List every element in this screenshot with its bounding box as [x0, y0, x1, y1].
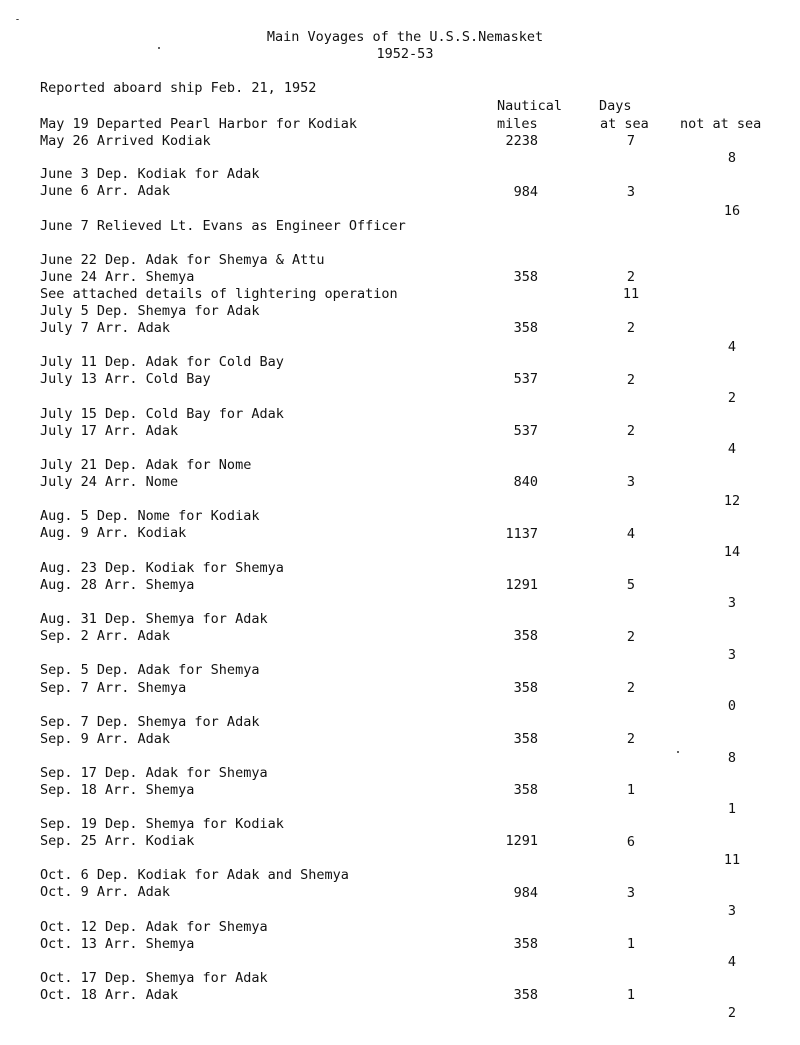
arrival-line: July 24 Arr. Nome [40, 474, 179, 490]
departure-line: Sep. 7 Dep. Shemya for Adak [40, 714, 260, 730]
nautical-miles-value: 358 [513, 731, 538, 747]
days-at-sea-value: 2 [626, 731, 636, 747]
departure-line: Oct. 17 Dep. Shemya for Adak [40, 970, 268, 986]
nautical-miles-value: 358 [513, 936, 538, 952]
arrival-line: June 6 Arr. Adak [40, 183, 171, 199]
days-not-at-sea-value: 3 [727, 903, 737, 919]
nautical-miles-value: 358 [513, 628, 538, 644]
departure-line: July 21 Dep. Adak for Nome [40, 457, 252, 473]
column-header-miles-1: Nautical [497, 98, 563, 114]
arrival-line: Sep. 18 Arr. Shemya [40, 782, 195, 798]
departure-line: July 15 Dep. Cold Bay for Adak [40, 406, 284, 422]
days-at-sea-value: 1 [626, 987, 636, 1003]
column-header-miles-2: miles [497, 116, 538, 132]
nautical-miles-value: 1137 [505, 526, 538, 542]
document-title: Main Voyages of the U.S.S.Nemasket [266, 29, 544, 45]
days-not-at-sea-value: 14 [723, 544, 741, 560]
nautical-miles-value: 1291 [505, 577, 538, 593]
arrival-line: July 17 Arr. Adak [40, 423, 179, 439]
departure-line: Aug. 5 Dep. Nome for Kodiak [40, 508, 260, 524]
nautical-miles-value: 840 [513, 474, 538, 490]
days-not-at-sea-value: 2 [727, 1005, 737, 1021]
nautical-miles-value: 537 [513, 371, 538, 387]
nautical-miles-value: 358 [513, 680, 538, 696]
arrival-line: Sep. 25 Arr. Kodiak [40, 833, 195, 849]
departure-line: June 3 Dep. Kodiak for Adak [40, 166, 260, 182]
days-at-sea-value: 3 [626, 184, 636, 200]
departure-line: Sep. 5 Dep. Adak for Shemya [40, 662, 260, 678]
departure-line: Oct. 12 Dep. Adak for Shemya [40, 919, 268, 935]
nautical-miles-value: 1291 [505, 833, 538, 849]
days-at-sea-value: 7 [626, 133, 636, 149]
nautical-miles-value: 2238 [505, 133, 538, 149]
arrival-line: July 13 Arr. Cold Bay [40, 371, 211, 387]
scan-speck [677, 751, 679, 753]
days-at-sea-value: 4 [626, 526, 636, 542]
arrival-line: Sep. 7 Arr. Shemya [40, 680, 187, 696]
arrival-line: Aug. 9 Arr. Kodiak [40, 525, 187, 541]
days-at-sea-value: 2 [626, 269, 636, 285]
days-not-at-sea-value: 4 [727, 339, 737, 355]
departure-line: June 22 Dep. Adak for Shemya & Attu [40, 252, 325, 268]
column-header-sea-2: at sea [600, 116, 649, 132]
nautical-miles-value: 358 [513, 269, 538, 285]
nautical-miles-value: 358 [513, 782, 538, 798]
arrival-line: May 26 Arrived Kodiak [40, 133, 211, 149]
days-at-sea-value: 2 [626, 423, 636, 439]
scan-speck [16, 19, 19, 20]
nautical-miles-value: 984 [513, 184, 538, 200]
departure-line: Sep. 17 Dep. Adak for Shemya [40, 765, 268, 781]
arrival-line: July 7 Arr. Adak [40, 320, 171, 336]
days-not-at-sea-value: 12 [723, 493, 741, 509]
column-header-not-at-sea: not at sea [680, 116, 762, 132]
days-at-sea-value: 3 [626, 474, 636, 490]
arrival-line: Oct. 13 Arr. Shemya [40, 936, 195, 952]
days-not-at-sea-value: 2 [727, 390, 737, 406]
document-years: 1952-53 [376, 46, 434, 62]
days-at-sea-value: 2 [626, 629, 636, 645]
arrival-line: June 24 Arr. Shemya [40, 269, 195, 285]
arrival-line: Sep. 2 Arr. Adak [40, 628, 171, 644]
departure-line: Sep. 19 Dep. Shemya for Kodiak [40, 816, 284, 832]
departure-line: Aug. 23 Dep. Kodiak for Shemya [40, 560, 284, 576]
days-at-sea-value: 2 [626, 320, 636, 336]
nautical-miles-value: 984 [513, 885, 538, 901]
nautical-miles-value: 358 [513, 320, 538, 336]
days-at-sea-value: 3 [626, 885, 636, 901]
days-not-at-sea-value: 11 [723, 852, 741, 868]
arrival-line: Oct. 18 Arr. Adak [40, 987, 179, 1003]
days-not-at-sea-value: 8 [727, 750, 737, 766]
reported-aboard-line: Reported aboard ship Feb. 21, 1952 [40, 80, 317, 96]
days-at-sea-value: 2 [626, 680, 636, 696]
days-at-sea-value: 1 [626, 936, 636, 952]
departure-line: Aug. 31 Dep. Shemya for Adak [40, 611, 268, 627]
days-not-at-sea-value: 16 [723, 203, 741, 219]
days-not-at-sea-value: 3 [727, 595, 737, 611]
nautical-miles-value: 537 [513, 423, 538, 439]
days-at-sea-value: 5 [626, 577, 636, 593]
log-note: See attached details of lightering operation [40, 286, 398, 302]
days-not-at-sea-value: 1 [727, 801, 737, 817]
nautical-miles-value: 358 [513, 987, 538, 1003]
days-not-at-sea-value: 4 [727, 954, 737, 970]
days-at-sea-value: 2 [626, 372, 636, 388]
days-not-at-sea-value: 8 [727, 150, 737, 166]
arrival-line: Oct. 9 Arr. Adak [40, 884, 171, 900]
column-header-sea-1: Days [599, 98, 632, 114]
departure-line: May 19 Departed Pearl Harbor for Kodiak [40, 116, 357, 132]
departure-line: July 11 Dep. Adak for Cold Bay [40, 354, 284, 370]
days-not-at-sea-value: 4 [727, 441, 737, 457]
departure-line: Oct. 6 Dep. Kodiak for Adak and Shemya [40, 867, 349, 883]
arrival-line: Sep. 9 Arr. Adak [40, 731, 171, 747]
log-note: June 7 Relieved Lt. Evans as Engineer Officer [40, 218, 406, 234]
departure-line: July 5 Dep. Shemya for Adak [40, 303, 260, 319]
days-at-sea-value: 6 [626, 834, 636, 850]
days-at-sea-value: 11 [622, 286, 640, 302]
days-at-sea-value: 1 [626, 782, 636, 798]
days-not-at-sea-value: 0 [727, 698, 737, 714]
arrival-line: Aug. 28 Arr. Shemya [40, 577, 195, 593]
days-not-at-sea-value: 3 [727, 647, 737, 663]
